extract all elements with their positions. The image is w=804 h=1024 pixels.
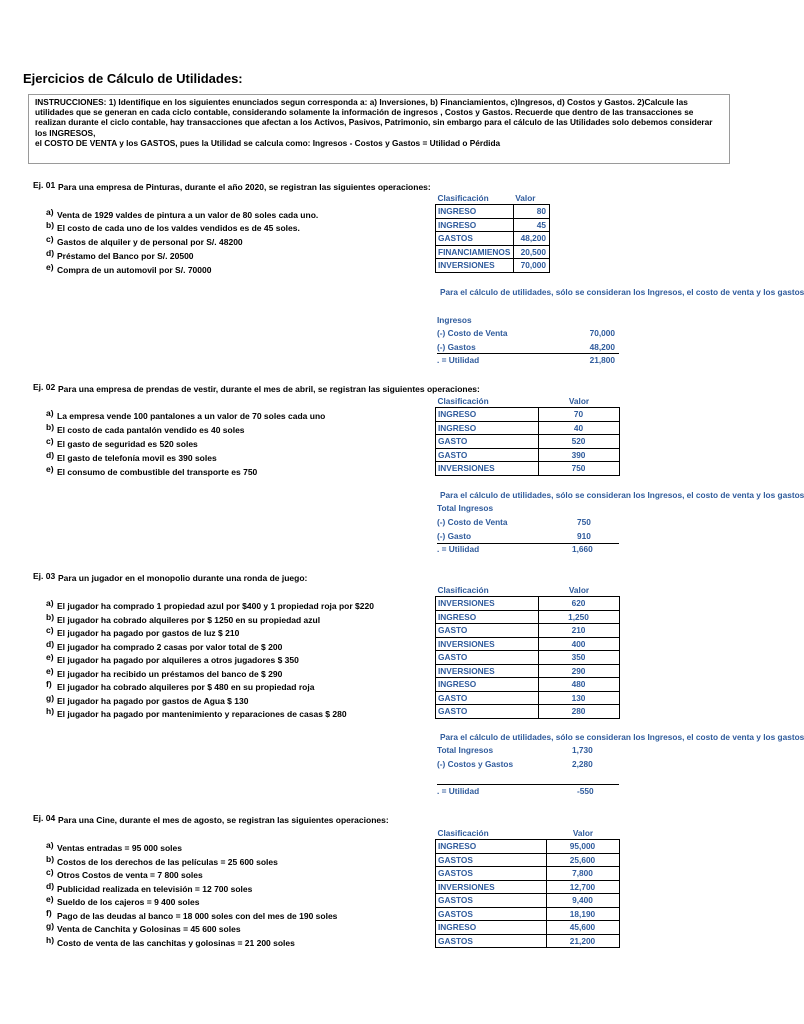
- exercise-items: [46, 598, 426, 720]
- exercise-intro: Para una Cine, durante el mes de agosto, se registran las siguientes operaciones:: [58, 815, 389, 825]
- list-item: h) El jugador ha pagado por mantenimiento y reparaciones de casas $ 280: [46, 706, 347, 719]
- calc-label: Total Ingresos: [437, 745, 494, 755]
- profit-calculation: [437, 745, 619, 797]
- table-row: GASTOS 18,190: [436, 907, 620, 921]
- calc-label: (-) Costo de Venta: [437, 328, 508, 338]
- table-row: INVERSIONES 750: [436, 462, 620, 476]
- classification-table: [435, 394, 620, 476]
- calc-value: -550: [577, 786, 594, 796]
- list-item: c) El jugador ha pagado por gastos de luz $ 210: [46, 625, 240, 638]
- classification-table: [435, 191, 550, 273]
- list-item: f) Pago de las deudas al banco = 18 000 soles con del mes de 190 soles: [46, 907, 338, 921]
- table-row: GASTO 280: [436, 705, 620, 719]
- table-row: INVERSIONES 620: [436, 597, 620, 611]
- list-item: d) Préstamo del Banco por S/. 20500: [46, 248, 194, 261]
- exercise-items: [46, 408, 416, 478]
- table-row: INGRESO 40: [436, 421, 620, 435]
- list-item: b) El costo de cada pantalón vendido es 40 soles: [46, 422, 245, 435]
- instructions-text: INSTRUCCIONES: 1) Identifique en los siguientes enunciados segun corresponda a: a) Inversiones, b) Financiamientos, c)Ingresos, d) Costos y Gastos. 2)Calcule las utilidades que se generan en cada ciclo contable, considerando solamente la información de ingresos , Costos y Gastos. Recuerde que dentro de las transacciones se realizan durante el ciclo contable, hay transacciones que afectan a los Activos, Pasivos, Patrimonio, sin embargo para el cálculo de las Utilidades solo debemos considerar los INGRESOS,: [35, 97, 713, 138]
- table-row: INGRESO 1,250: [436, 610, 620, 624]
- calc-label: (-) Gasto: [437, 531, 472, 541]
- table-row: FINANCIAMIENOS 20,500: [436, 245, 550, 259]
- exercise-label: Ej. 02: [33, 382, 56, 392]
- classification-table: [435, 583, 620, 719]
- table-row: INGRESO 45: [436, 218, 550, 232]
- calc-value: 48,200: [589, 342, 615, 352]
- list-item: c) Otros Costos de venta = 7 800 soles: [46, 867, 203, 880]
- column-header: Clasificación: [437, 395, 489, 406]
- calc-value: 70,000: [589, 328, 615, 338]
- exercise-items: [46, 207, 416, 277]
- calc-label: Ingresos: [437, 315, 472, 325]
- table-row: GASTO 210: [436, 624, 620, 638]
- table-row: INGRESO 45,600: [436, 921, 620, 935]
- note-text: Para el cálculo de utilidades, sólo se consideran los Ingresos, el costo de venta y los gastos: [440, 287, 804, 297]
- table-row: INGRESO 70: [436, 408, 620, 422]
- exercise-label: Ej. 03: [33, 571, 56, 581]
- table-row: GASTOS 21,200: [436, 934, 620, 948]
- column-header: Valor: [568, 395, 590, 406]
- list-item: a) Ventas entradas = 95 000 soles: [46, 840, 182, 853]
- list-item: e) Compra de un automovil por S/. 70000: [46, 262, 212, 275]
- list-item: g) Venta de Canchita y Golosinas = 45 600 soles: [46, 921, 241, 934]
- table-row: GASTO 130: [436, 691, 620, 705]
- calc-value: 910: [577, 531, 591, 541]
- table-row: INVERSIONES 290: [436, 664, 620, 678]
- profit-calculation: [437, 503, 619, 555]
- table-row: INVERSIONES 12,700: [436, 880, 620, 894]
- profit-calculation: [437, 315, 619, 367]
- table-row: GASTO 390: [436, 448, 620, 462]
- list-item: g) El jugador ha pagado por gastos de Agua $ 130: [46, 692, 249, 706]
- table-row: GASTOS 48,200: [436, 232, 550, 246]
- list-item: a) La empresa vende 100 pantalones a un valor de 70 soles cada uno: [46, 408, 326, 421]
- list-item: d) Publicidad realizada en televisión = 12 700 soles: [46, 880, 253, 894]
- list-item: c) El gasto de seguridad es 520 soles: [46, 436, 198, 449]
- table-row: GASTOS 7,800: [436, 867, 620, 881]
- calc-value: 1,730: [572, 745, 593, 755]
- exercise-intro: Para una empresa de prendas de vestir, durante el mes de abril, se registran las siguientes operaciones:: [58, 384, 480, 394]
- page-title: Ejercicios de Cálculo de Utilidades:: [23, 71, 243, 86]
- table-row: GASTOS 25,600: [436, 853, 620, 867]
- column-header: Valor: [568, 584, 590, 595]
- note-text: Para el cálculo de utilidades, sólo se consideran los Ingresos, el costo de venta y los gastos: [440, 490, 804, 500]
- list-item: c) Gastos de alquiler y de personal por S/. 48200: [46, 234, 243, 247]
- calc-label: (-) Costo de Venta: [437, 517, 508, 527]
- calc-label: (-) Costos y Gastos: [437, 759, 514, 769]
- table-row: GASTO 350: [436, 651, 620, 665]
- list-item: b) Costos de los derechos de las películas = 25 600 soles: [46, 853, 278, 867]
- table-row: INGRESO 95,000: [436, 840, 620, 854]
- list-item: d) El gasto de telefonía movil es 390 soles: [46, 450, 217, 463]
- calc-label: . = Utilidad: [437, 544, 480, 554]
- list-item: a) El jugador ha comprado 1 propiedad azul por $400 y 1 propiedad roja por $220: [46, 598, 374, 611]
- column-header: Valor: [515, 192, 536, 203]
- exercise-intro: Para un jugador en el monopolio durante una ronda de juego:: [58, 573, 308, 583]
- instructions-box: [28, 94, 730, 164]
- classification-table: [435, 826, 620, 948]
- calc-value: 2,280: [572, 759, 593, 769]
- calc-label: (-) Gastos: [437, 342, 476, 352]
- list-item: f) El jugador ha cobrado alquileres por $ 480 en su propiedad roja: [46, 679, 315, 692]
- calc-value: 750: [577, 517, 591, 527]
- calc-label: Total Ingresos: [437, 503, 494, 513]
- table-row: INGRESO 480: [436, 678, 620, 692]
- list-item: h) Costo de venta de las canchitas y golosinas = 21 200 soles: [46, 934, 295, 948]
- table-row: GASTO 520: [436, 435, 620, 449]
- table-row: GASTOS 9,400: [436, 894, 620, 908]
- column-header: Valor: [572, 827, 594, 838]
- list-item: e) Sueldo de los cajeros = 9 400 soles: [46, 894, 200, 907]
- table-row: INVERSIONES 400: [436, 637, 620, 651]
- calc-value: 1,660: [572, 544, 593, 554]
- list-item: e) El consumo de combustible del transporte es 750: [46, 464, 258, 477]
- list-item: d) El jugador ha comprado 2 casas por valor total de $ 200: [46, 638, 283, 652]
- column-header: Clasificación: [437, 192, 489, 203]
- calc-label: . = Utilidad: [437, 355, 480, 365]
- table-row: INGRESO 80: [436, 205, 550, 219]
- note-text: Para el cálculo de utilidades, sólo se consideran los Ingresos, el costo de venta y los gastos: [440, 732, 804, 742]
- list-item: b) El costo de cada uno de los valdes vendidos es de 45 soles.: [46, 220, 300, 233]
- list-item: e) El jugador ha recibido un préstamos del banco de $ 290: [46, 665, 283, 679]
- table-row: INVERSIONES 70,000: [436, 259, 550, 273]
- total-underline: [437, 784, 619, 785]
- list-item: e) El jugador ha pagado por alquileres a otros jugadores $ 350: [46, 652, 299, 665]
- column-header: Clasificación: [437, 584, 489, 595]
- exercise-intro: Para una empresa de Pinturas, durante el año 2020, se registran las siguientes operaciones:: [58, 182, 431, 192]
- list-item: b) El jugador ha cobrado alquileres por $ 1250 en su propiedad azul: [46, 611, 321, 625]
- exercise-label: Ej. 04: [33, 813, 56, 823]
- exercise-items: [46, 840, 426, 950]
- column-header: Clasificación: [437, 827, 489, 838]
- calc-value: 21,800: [589, 355, 615, 365]
- list-item: a) Venta de 1929 valdes de pintura a un valor de 80 soles cada uno.: [46, 207, 319, 220]
- exercise-label: Ej. 01: [33, 180, 56, 190]
- total-underline: [437, 353, 619, 354]
- instructions-formula: el COSTO DE VENTA y los GASTOS, pues la Utilidad se calcula como: Ingresos - Costos y Gastos = Utilidad o Pérdida: [35, 137, 501, 148]
- calc-label: . = Utilidad: [437, 786, 480, 796]
